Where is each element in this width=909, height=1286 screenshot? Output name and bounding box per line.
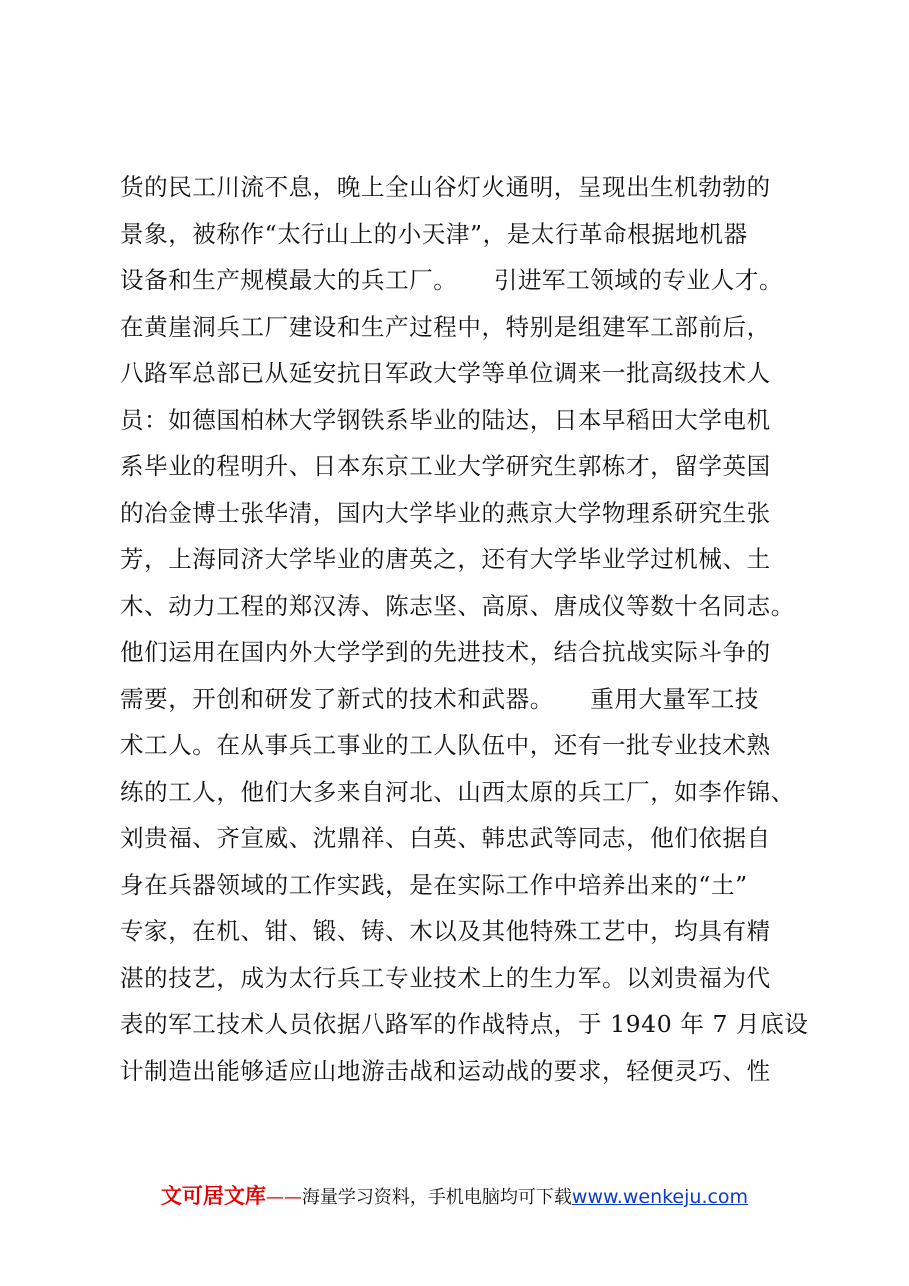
text-line: 表的军工技术人员依据八路军的作战特点，于 1940 年 7 月底设 — [120, 1010, 809, 1038]
text-line: 芳，上海同济大学毕业的唐英之，还有大学毕业学过机械、土 — [120, 545, 771, 573]
text-line: 身在兵器领域的工作实践，是在实际工作中培养出来的“土” — [120, 870, 748, 899]
text-line: 刘贵福、齐宣威、沈鼎祥、白英、韩忠武等同志，他们依据自 — [120, 824, 771, 852]
website-link[interactable]: www.wenkeju.com — [571, 1186, 749, 1208]
text-line: 设备和生产规模最大的兵工厂。 引进军工领域的专业人才。 — [120, 266, 784, 294]
text-line: 专家，在机、钳、锻、铸、木以及其他特殊工艺中，均具有精 — [120, 917, 771, 945]
text-line: 木、动力工程的郑汉涛、陈志坚、高原、唐成仪等数十名同志。 — [120, 591, 795, 620]
text-line: 他们运用在国内外大学学到的先进技术，结合抗战实际斗争的 — [120, 638, 771, 666]
text-line: 练的工人，他们大多来自河北、山西太原的兵工厂，如李作锦、 — [120, 777, 795, 806]
text-line: 计制造出能够适应山地游击战和运动战的要求，轻便灵巧、性 — [120, 1056, 771, 1085]
text-line: 湛的技艺，成为太行兵工专业技术上的生力军。以刘贵福为代 — [120, 963, 771, 992]
text-line: 景象，被称作“太行山上的小天津”，是太行革命根据地机器 — [120, 219, 748, 248]
footer-banner — [0, 1182, 909, 1212]
text-line: 在黄崖洞兵工厂建设和生产过程中，特别是组建军工部前后， — [120, 312, 771, 341]
text-line: 系毕业的程明升、日本东京工业大学研究生郭栋才，留学英国 — [120, 452, 771, 480]
text-line: 的冶金博士张华清，国内大学毕业的燕京大学物理系研究生张 — [120, 498, 771, 527]
text-line: 术工人。在从事兵工事业的工人队伍中，还有一批专业技术熟 — [120, 731, 771, 759]
text-line: 八路军总部已从延安抗日军政大学等单位调来一批高级技术人 — [120, 359, 771, 387]
text-line: 员：如德国柏林大学钢铁系毕业的陆达，日本早稻田大学电机 — [120, 405, 771, 434]
text-line: 货的民工川流不息，晚上全山谷灯火通明，呈现出生机勃勃的 — [120, 173, 771, 201]
text-line: 需要，开创和研发了新式的技术和武器。 重用大量军工技 — [120, 684, 759, 713]
brand-name: 文可居文库 — [160, 1184, 266, 1208]
footer-separator: —— — [265, 1187, 302, 1208]
body-text — [120, 164, 810, 1094]
footer-slogan: 海量学习资料，手机电脑均可下载 — [301, 1187, 572, 1208]
